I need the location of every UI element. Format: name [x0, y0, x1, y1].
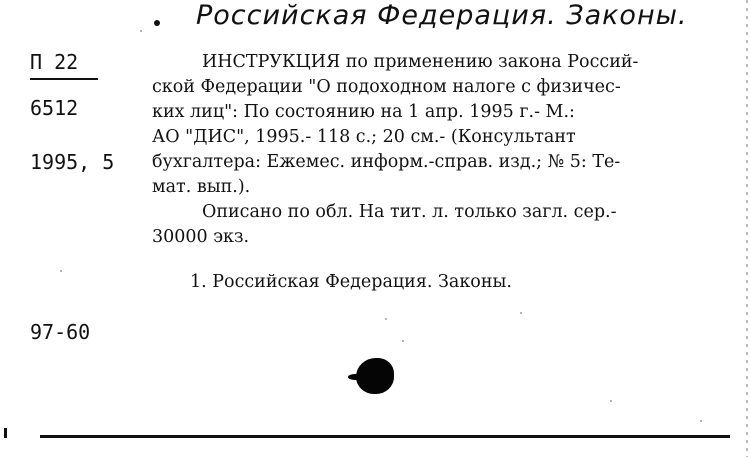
description-line: бухгалтера: Ежемес. информ.-справ. изд.; № 5: Те- [152, 152, 621, 172]
card-right-edge [746, 0, 748, 457]
note-line: 30000 экз. [152, 227, 250, 247]
speck [610, 400, 612, 402]
speck [60, 270, 62, 272]
description-line: АО "ДИС", 1995.- 118 с.; 20 см.- (Консультант [152, 127, 576, 147]
bottom-rule [40, 435, 730, 438]
shelf-mark: П 22 [30, 50, 79, 74]
speck [402, 340, 404, 342]
description-line: ких лиц": По состоянию на 1 апр. 1995 г.- М.: [152, 102, 575, 122]
subject-heading: 1. Российская Федерация. Законы. [190, 272, 512, 292]
speck [385, 318, 387, 320]
card-number: 97-60 [30, 320, 91, 344]
bottom-tick [4, 428, 7, 438]
description-line: мат. вып.). [152, 177, 251, 197]
note-line: Описано по обл. На тит. л. только загл. сер.- [202, 202, 617, 222]
speck [140, 30, 142, 32]
speck [520, 312, 522, 314]
bibliographic-description [152, 50, 722, 250]
ink-blot-tail [348, 374, 362, 380]
handwritten-dot [154, 20, 160, 26]
shelf-mark-rule [30, 78, 98, 80]
speck [700, 420, 702, 422]
description-line: ИНСТРУКЦИЯ по применению закона Россий- [202, 52, 639, 72]
handwritten-heading: Российская Федерация. Законы. [196, 0, 688, 31]
year-number: 1995, 5 [30, 150, 115, 174]
description-line: ской Федерации "О подоходном налоге с физичес- [152, 77, 621, 97]
author-sign: 6512 [30, 96, 79, 120]
